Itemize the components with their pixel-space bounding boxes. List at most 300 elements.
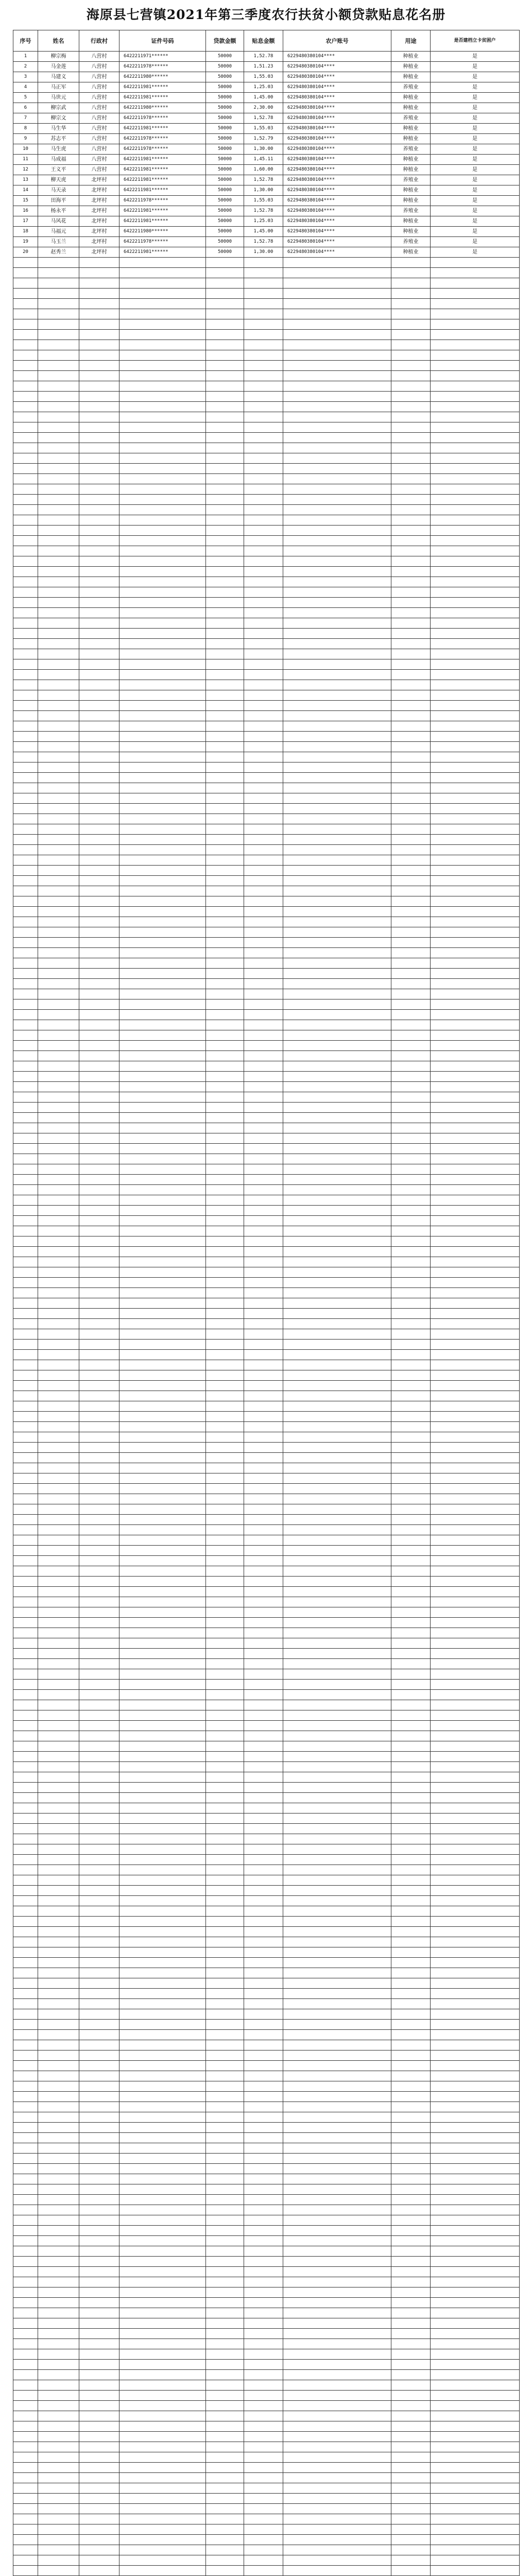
row-poor-flag (431, 917, 520, 927)
row-use (391, 2081, 431, 2092)
row-poor-flag (431, 1824, 520, 1834)
row-index (13, 1628, 38, 1638)
row-index (13, 618, 38, 629)
row-index (13, 1350, 38, 1360)
row-use (391, 1360, 431, 1370)
row-name (38, 402, 79, 412)
row-village (79, 1350, 119, 1360)
row-index (13, 999, 38, 1010)
table-row (13, 835, 520, 845)
table-row (13, 1762, 520, 1772)
row-poor-flag (431, 1370, 520, 1381)
row-village (79, 1927, 119, 1937)
row-interest (244, 701, 283, 711)
row-use (391, 598, 431, 608)
row-use (391, 1772, 431, 1783)
row-loan-amount (206, 1587, 244, 1597)
row-loan-amount (206, 1968, 244, 1978)
row-id-number (119, 1762, 206, 1772)
row-use (391, 587, 431, 598)
row-id-number (119, 1144, 206, 1154)
row-interest (244, 2050, 283, 2061)
row-account (283, 866, 391, 876)
row-use (391, 2514, 431, 2524)
row-use (391, 381, 431, 392)
row-village (79, 495, 119, 505)
table-row (13, 2401, 520, 2411)
row-name (38, 2380, 79, 2391)
table-row (13, 278, 520, 289)
table-row (13, 1443, 520, 1453)
row-index (13, 1422, 38, 1432)
table-row (13, 948, 520, 958)
row-id-number (119, 1494, 206, 1504)
row-village (79, 484, 119, 495)
row-poor-flag (431, 1865, 520, 1875)
row-name (38, 2277, 79, 2287)
row-id-number (119, 1195, 206, 1206)
row-interest (244, 1133, 283, 1144)
row-loan-amount (206, 1329, 244, 1340)
row-account (283, 2535, 391, 2545)
table-row (13, 1628, 520, 1638)
row-village: 北坪村 (79, 247, 119, 258)
row-use (391, 1350, 431, 1360)
row-interest (244, 2030, 283, 2040)
row-id-number (119, 1927, 206, 1937)
row-account (283, 1041, 391, 1051)
row-loan-amount (206, 1422, 244, 1432)
table-row (13, 1649, 520, 1659)
table-row (13, 701, 520, 711)
row-id-number (119, 412, 206, 422)
table-row (13, 144, 520, 155)
table-row (13, 1721, 520, 1731)
row-name (38, 2009, 79, 2020)
row-interest (244, 2184, 283, 2195)
row-loan-amount (206, 556, 244, 567)
row-poor-flag (431, 2473, 520, 2483)
row-use (391, 433, 431, 443)
row-interest (244, 1329, 283, 1340)
row-name (38, 350, 79, 361)
row-id-number (119, 886, 206, 896)
row-use (391, 1515, 431, 1525)
row-use (391, 495, 431, 505)
row-account (283, 1515, 391, 1525)
row-poor-flag (431, 2257, 520, 2267)
row-index (13, 1968, 38, 1978)
row-use (391, 752, 431, 762)
row-use (391, 866, 431, 876)
row-village (79, 1762, 119, 1772)
row-index (13, 2452, 38, 2463)
table-row (13, 340, 520, 350)
row-id-number (119, 2401, 206, 2411)
row-use (391, 1793, 431, 1803)
row-id-number (119, 2545, 206, 2555)
row-interest (244, 1669, 283, 1680)
row-name (38, 1999, 79, 2009)
row-name (38, 721, 79, 732)
row-account (283, 2442, 391, 2452)
row-poor-flag (431, 546, 520, 556)
row-index (13, 773, 38, 783)
row-village (79, 1154, 119, 1164)
row-use (391, 1195, 431, 1206)
row-id-number (119, 2143, 206, 2154)
row-index (13, 2555, 38, 2566)
table-row (13, 319, 520, 330)
table-row (13, 1340, 520, 1350)
row-loan-amount (206, 1319, 244, 1329)
row-id-number (119, 752, 206, 762)
row-id-number (119, 289, 206, 299)
row-index (13, 1370, 38, 1381)
row-id-number (119, 1999, 206, 2009)
table-row (13, 1710, 520, 1721)
row-index (13, 1814, 38, 1824)
row-account (283, 845, 391, 855)
row-village (79, 1721, 119, 1731)
row-loan-amount (206, 2143, 244, 2154)
row-id-number (119, 1577, 206, 1587)
row-use (391, 402, 431, 412)
row-id-number (119, 2133, 206, 2143)
row-index (13, 1947, 38, 1958)
row-id-number (119, 2236, 206, 2246)
row-interest (244, 1185, 283, 1195)
row-loan-amount (206, 1401, 244, 1412)
row-use (391, 2380, 431, 2391)
row-name (38, 2195, 79, 2205)
row-use (391, 948, 431, 958)
row-name (38, 546, 79, 556)
row-use (391, 1175, 431, 1185)
row-index (13, 2473, 38, 2483)
table-row (13, 185, 520, 196)
row-index (13, 1731, 38, 1741)
row-village: 八营村 (79, 62, 119, 72)
row-name: 马正军 (38, 82, 79, 93)
row-account (283, 793, 391, 804)
row-loan-amount (206, 835, 244, 845)
row-id-number (119, 2164, 206, 2174)
row-account (283, 1236, 391, 1247)
row-name (38, 1226, 79, 1236)
table-row (13, 1669, 520, 1680)
row-interest (244, 1680, 283, 1690)
row-index (13, 1834, 38, 1844)
row-loan-amount (206, 361, 244, 371)
row-id-number (119, 2040, 206, 2050)
row-use (391, 1340, 431, 1350)
row-index (13, 1195, 38, 1206)
row-use: 种植业 (391, 155, 431, 165)
row-use (391, 2287, 431, 2298)
row-id-number (119, 1803, 206, 1814)
row-name (38, 1607, 79, 1618)
row-village (79, 2133, 119, 2143)
row-account (283, 2123, 391, 2133)
row-index (13, 1958, 38, 1968)
row-loan-amount (206, 649, 244, 659)
row-village (79, 701, 119, 711)
row-name (38, 1041, 79, 1051)
row-id-number (119, 999, 206, 1010)
row-index (13, 1587, 38, 1597)
row-interest (244, 392, 283, 402)
row-loan-amount (206, 1216, 244, 1226)
row-poor-flag (431, 680, 520, 690)
row-account (283, 278, 391, 289)
row-poor-flag (431, 484, 520, 495)
row-interest: 1,45.00 (244, 227, 283, 237)
row-name (38, 1968, 79, 1978)
row-loan-amount (206, 1247, 244, 1257)
row-name (38, 2164, 79, 2174)
row-name: 赵秀兰 (38, 247, 79, 258)
row-village (79, 2391, 119, 2401)
row-interest (244, 361, 283, 371)
row-village: 八营村 (79, 52, 119, 62)
row-use (391, 1030, 431, 1041)
row-interest (244, 2143, 283, 2154)
row-account: 6229480380104**** (283, 144, 391, 155)
row-use (391, 711, 431, 721)
table-row (13, 1247, 520, 1257)
row-loan-amount (206, 1649, 244, 1659)
row-name (38, 804, 79, 814)
table-row (13, 2555, 520, 2566)
row-use (391, 577, 431, 587)
row-name (38, 526, 79, 536)
row-index (13, 2287, 38, 2298)
row-id-number (119, 495, 206, 505)
row-poor-flag (431, 1577, 520, 1587)
table-row (13, 2545, 520, 2555)
row-poor-flag: 是 (431, 206, 520, 216)
row-id-number (119, 1175, 206, 1185)
row-id-number (119, 1731, 206, 1741)
row-interest (244, 1154, 283, 1164)
row-village: 八营村 (79, 165, 119, 175)
row-index (13, 536, 38, 546)
row-name (38, 1525, 79, 1535)
row-id-number (119, 1566, 206, 1577)
row-interest (244, 1917, 283, 1927)
row-interest (244, 2463, 283, 2473)
row-id-number (119, 1236, 206, 1247)
row-name (38, 1896, 79, 1906)
row-name (38, 1309, 79, 1319)
row-village (79, 2432, 119, 2442)
row-name (38, 1978, 79, 1989)
row-loan-amount (206, 453, 244, 464)
row-village: 北坪村 (79, 227, 119, 237)
row-poor-flag (431, 1319, 520, 1329)
row-id-number (119, 598, 206, 608)
row-index (13, 2318, 38, 2329)
table-row (13, 227, 520, 237)
row-index (13, 2009, 38, 2020)
row-index (13, 2566, 38, 2576)
row-index (13, 2102, 38, 2112)
row-id-number (119, 1607, 206, 1618)
row-index (13, 938, 38, 948)
row-village (79, 1164, 119, 1175)
table-row (13, 546, 520, 556)
row-loan-amount (206, 1546, 244, 1556)
table-row (13, 1350, 520, 1360)
row-account (283, 2452, 391, 2463)
row-interest: 1,45.11 (244, 155, 283, 165)
row-interest (244, 1999, 283, 2009)
row-interest (244, 1453, 283, 1463)
row-index (13, 1772, 38, 1783)
row-name (38, 577, 79, 587)
table-row (13, 969, 520, 979)
row-loan-amount (206, 1731, 244, 1741)
row-name (38, 958, 79, 969)
row-name: 马生华 (38, 124, 79, 134)
row-index (13, 1236, 38, 1247)
row-use (391, 1298, 431, 1309)
row-index (13, 1649, 38, 1659)
table-row (13, 1546, 520, 1556)
row-loan-amount (206, 1494, 244, 1504)
row-interest (244, 1556, 283, 1566)
row-id-number (119, 2442, 206, 2452)
row-use (391, 1484, 431, 1494)
row-account (283, 1556, 391, 1566)
row-loan-amount (206, 721, 244, 732)
row-use (391, 1082, 431, 1092)
row-interest (244, 732, 283, 742)
row-account (283, 546, 391, 556)
row-index (13, 1144, 38, 1154)
row-interest (244, 1875, 283, 1886)
row-id-number (119, 1360, 206, 1370)
row-poor-flag (431, 2267, 520, 2277)
row-account (283, 330, 391, 340)
row-account (283, 2246, 391, 2257)
row-loan-amount (206, 2452, 244, 2463)
row-poor-flag (431, 824, 520, 835)
row-use (391, 1010, 431, 1020)
row-poor-flag (431, 814, 520, 824)
table-row (13, 2226, 520, 2236)
row-poor-flag (431, 2411, 520, 2421)
row-index (13, 1927, 38, 1937)
row-id-number (119, 680, 206, 690)
row-id-number: 6422211980****** (119, 72, 206, 82)
row-id-number (119, 1772, 206, 1783)
row-name (38, 1164, 79, 1175)
row-use (391, 330, 431, 340)
row-loan-amount (206, 1783, 244, 1793)
row-poor-flag (431, 2555, 520, 2566)
row-index (13, 1288, 38, 1298)
row-name (38, 2050, 79, 2061)
row-use (391, 2195, 431, 2205)
row-village (79, 587, 119, 598)
row-name (38, 1772, 79, 1783)
table-row (13, 2442, 520, 2452)
row-loan-amount (206, 999, 244, 1010)
row-village (79, 2504, 119, 2514)
row-index (13, 2195, 38, 2205)
row-village (79, 1082, 119, 1092)
table-row (13, 247, 520, 258)
table-row (13, 1113, 520, 1123)
table-row (13, 350, 520, 361)
row-id-number (119, 392, 206, 402)
row-interest (244, 1618, 283, 1628)
row-index (13, 1309, 38, 1319)
row-loan-amount (206, 855, 244, 866)
row-name (38, 2411, 79, 2421)
row-poor-flag (431, 453, 520, 464)
row-account (283, 392, 391, 402)
row-loan-amount: 50000 (206, 247, 244, 258)
row-loan-amount (206, 577, 244, 587)
row-id-number (119, 1051, 206, 1061)
row-index (13, 680, 38, 690)
row-name (38, 1154, 79, 1164)
row-id-number (119, 2391, 206, 2401)
row-index (13, 268, 38, 278)
row-use (391, 1917, 431, 1927)
row-id-number (119, 474, 206, 484)
row-account (283, 999, 391, 1010)
row-use (391, 319, 431, 330)
row-account (283, 2349, 391, 2360)
row-id-number (119, 814, 206, 824)
row-use (391, 412, 431, 422)
row-id-number (119, 577, 206, 587)
row-village (79, 1216, 119, 1226)
row-poor-flag (431, 1061, 520, 1072)
row-interest (244, 1443, 283, 1453)
row-village (79, 1535, 119, 1546)
row-loan-amount (206, 402, 244, 412)
row-interest (244, 1741, 283, 1752)
row-id-number: 6422211978****** (119, 237, 206, 247)
row-name (38, 1453, 79, 1463)
table-row (13, 412, 520, 422)
row-village (79, 1453, 119, 1463)
row-interest (244, 2040, 283, 2050)
row-name (38, 2360, 79, 2370)
row-id-number (119, 1535, 206, 1546)
row-village (79, 505, 119, 515)
row-use (391, 762, 431, 773)
table-row (13, 515, 520, 526)
row-village (79, 927, 119, 938)
row-village (79, 1412, 119, 1422)
table-row (13, 618, 520, 629)
row-account (283, 422, 391, 433)
table-row (13, 979, 520, 989)
row-poor-flag (431, 2184, 520, 2195)
row-village (79, 866, 119, 876)
row-village (79, 2020, 119, 2030)
table-row (13, 422, 520, 433)
row-village (79, 670, 119, 680)
row-index (13, 340, 38, 350)
row-interest (244, 1793, 283, 1803)
